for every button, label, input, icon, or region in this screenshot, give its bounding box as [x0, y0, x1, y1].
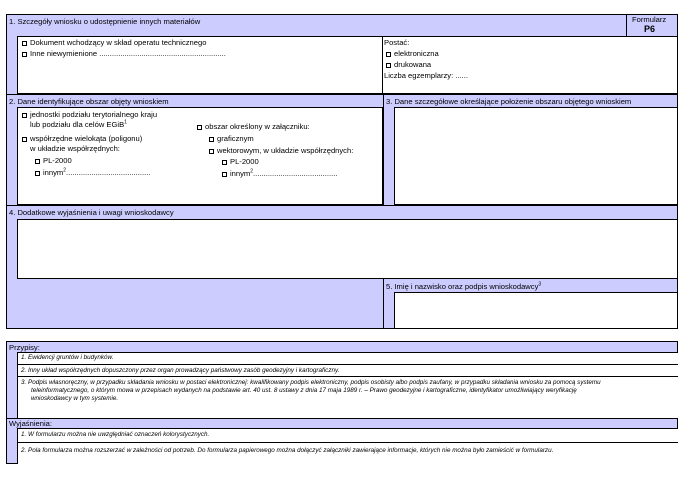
- opt-graphic[interactable]: graficznym: [209, 134, 254, 143]
- opt-pl2000[interactable]: PL-2000: [35, 156, 72, 165]
- footnote-3: 3. Podpis własnoręczny, w przypadku składania wniosku w postaci elektronicznej: kwalifikowany podpis elektroniczny, podpis osobisty albo podpis zaufany, w przypadku składania wniosku za pomocą systemu: [21, 379, 601, 386]
- checkbox-icon[interactable]: [209, 149, 214, 154]
- opt-vector[interactable]: wektorowym, w układzie współrzędnych:: [209, 146, 353, 155]
- form-code: P6: [644, 24, 656, 34]
- form-label: Formularz: [632, 15, 667, 24]
- section4-title: 4. Dodatkowe wyjaśnienia i uwagi wnioskodawcy: [9, 208, 174, 217]
- section5-signature-field[interactable]: [394, 292, 678, 329]
- footnote-2: 2. Inny układ współrzędnych dopuszczony przez organ prowadzący państwowy zasób geodezyjny i kartograficzny.: [21, 367, 340, 374]
- section1-divider: [382, 36, 383, 94]
- checkbox-icon[interactable]: [386, 63, 391, 68]
- explanation-2: 2. Pola formularza można rozszerzać w zależności od potrzeb. Do formularza papierowego można dołączyć załączniki zawierające informacje, których nie można było zamieścić w formularzu.: [21, 447, 554, 454]
- form-type-label: Postać:: [384, 38, 410, 47]
- opt-other-system[interactable]: innym$^2$........................................: [35, 168, 150, 177]
- explanations-line: [6, 418, 678, 419]
- checkbox-icon[interactable]: [222, 172, 227, 177]
- footnote-3-line2: teleinformatycznego, o którym mowa w przepisach wydanych na podstawie art. 40 ust. 8 ustawy z dnia 17 maja 1989 r. – Prawo geodezyjne i kartograficzne, identyfikator umożliwiający weryfikację: [31, 387, 577, 394]
- section5-title: 5. Imię i nazwisko oraz podpis wnioskodawcy$^3$: [386, 281, 542, 291]
- row-line-2: [6, 94, 678, 95]
- opt-polygon[interactable]: współrzędne wielokąta (poligonu): [22, 134, 142, 143]
- checkbox-icon[interactable]: [197, 125, 202, 130]
- row-line-4: [6, 205, 678, 206]
- polygon-line2: w układzie współrzędnych:: [30, 144, 120, 153]
- opt-other[interactable]: Inne niewymienione ............................................................: [22, 49, 226, 58]
- opt-document[interactable]: Dokument wchodzący w skład operatu technicznego: [22, 38, 206, 47]
- checkbox-icon[interactable]: [222, 160, 227, 165]
- footnote-3-line3: wnioskodawcy w tym systemie.: [31, 395, 119, 402]
- checkbox-icon[interactable]: [22, 41, 27, 46]
- opt-units[interactable]: jednostki podziału terytorialnego kraju: [22, 110, 157, 119]
- checkbox-icon[interactable]: [22, 137, 27, 142]
- footnote-separator: [17, 364, 678, 365]
- opt-electronic[interactable]: elektroniczna: [386, 49, 439, 58]
- section23-divider: [383, 94, 384, 205]
- footnotes-title: Przypisy:: [9, 343, 40, 352]
- checkbox-icon[interactable]: [35, 171, 40, 176]
- section2-title: 2. Dane identyfikujące obszar objęty wnioskiem: [9, 97, 169, 106]
- opt-attachment[interactable]: obszar określony w załączniku:: [197, 122, 310, 131]
- checkbox-icon[interactable]: [35, 159, 40, 164]
- checkbox-icon[interactable]: [386, 52, 391, 57]
- opt-printed[interactable]: drukowana: [386, 60, 431, 69]
- checkbox-icon[interactable]: [22, 113, 27, 118]
- opt-other-system-b[interactable]: innym$^2$........................................: [222, 169, 337, 178]
- section3-title: 3. Dane szczegółowe określające położenie obszaru objętego wnioskiem: [386, 97, 632, 106]
- footnote-separator: [17, 376, 678, 377]
- explanations-title: Wyjaśnienia:: [9, 419, 52, 428]
- checkbox-icon[interactable]: [22, 52, 27, 57]
- explanation-separator: [17, 442, 678, 443]
- copies-count[interactable]: Liczba egzemplarzy: ......: [384, 71, 468, 80]
- explanation-1: 1. W formularzu można nie uwzględniać oznaczeń kolorystycznych.: [21, 431, 210, 438]
- checkbox-icon[interactable]: [209, 137, 214, 142]
- footnote-1: 1. Ewidencji gruntów i budynków.: [21, 354, 114, 361]
- units-line2: lub podziału dla celów EGiB$^1$: [30, 119, 127, 129]
- section1-title: 1. Szczegóły wniosku o udostępnienie innych materiałów: [9, 17, 201, 26]
- section4-field[interactable]: [17, 219, 678, 279]
- section5-divider: [383, 279, 384, 329]
- opt-pl2000-b[interactable]: PL-2000: [222, 157, 259, 166]
- section3-field[interactable]: [394, 107, 678, 205]
